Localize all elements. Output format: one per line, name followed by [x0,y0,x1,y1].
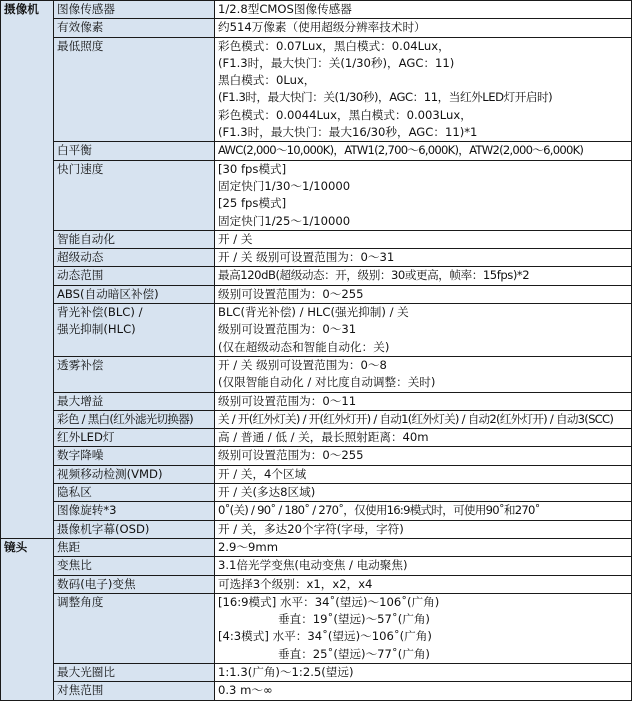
label-rotation: 图像旋转*3 [54,502,215,520]
category-lens: 镜头 [1,538,54,700]
value-pixels: 约514万像素（使用超级分辨率技术时） [215,19,632,37]
value-shutter: [30 fps模式] 固定快门1/30～1/10000 [25 fps模式] 固定快门1/25～1/10000 [215,160,632,230]
label-blc-hlc: 背光补偿(BLC) / 强光抑制(HLC) [54,304,215,357]
row-dnr [1,447,632,465]
label-aperture: 最大光圈比 [54,663,215,681]
label-vmd: 视频移动检测(VMD) [54,465,215,483]
value-iauto: 开 / 关 [215,230,632,248]
row-privacy [1,484,632,502]
label-zoom-ratio: 变焦比 [54,557,215,575]
label-fog: 透雾补偿 [54,356,215,392]
label-abs: ABS(自动暗区补偿) [54,285,215,303]
value-osd: 开 / 关，多达20个字符(字母，字符) [215,520,632,538]
row-sensor [1,1,632,19]
label-min-illumination: 最低照度 [54,37,215,142]
row-focus-range [1,682,632,700]
row-pixels [1,19,632,37]
row-focal-length [1,538,632,556]
value-dynamic-range: 最高120dB(超级动态：开，级别：30或更高，帧率：15fps)*2 [215,267,632,285]
value-min-illumination: 彩色模式：0.07Lux，黑白模式：0.04Lux， (F1.3时，最大快门：关(1/30秒)，AGC：11) 黑白模式：0Lux， (F1.3时，最大快门：关(1/30秒)，AGC：11，当红外LED灯开启时) 彩色模式：0.0044Lux，黑白模式：0.003Lux， (F1.3时，最大快门：最大16/30秒，AGC：11)*1 [215,37,632,142]
value-aperture: 1:1.3(广角)～1:2.5(望远) [215,663,632,681]
row-iauto [1,230,632,248]
row-osd [1,520,632,538]
row-max-gain [1,392,632,410]
row-zoom-ratio [1,557,632,575]
value-angle: [16:9模式] 水平：34˚(望远)～106˚(广角) 垂直：19˚(望远)～57˚(广角) [4:3模式] 水平：34˚(望远)～106˚(广角) 垂直：25˚(望远)～77˚(广角) [215,593,632,663]
value-zoom-ratio: 3.1倍光学变焦(电动变焦 / 电动聚焦) [215,557,632,575]
label-max-gain: 最大增益 [54,392,215,410]
row-rotation [1,502,632,520]
row-aperture [1,663,632,681]
row-shutter [1,160,632,230]
value-sensor: 1/2.8型CMOS图像传感器 [215,1,632,19]
label-sensor: 图像传感器 [54,1,215,19]
value-digital-zoom: 可选择3个级别：x1，x2，x4 [215,575,632,593]
category-camera: 摄像机 [1,1,54,539]
value-dnr: 级别可设置范围为：0～255 [215,447,632,465]
label-day-night: 彩色 / 黑白(红外滤光切换器) [54,410,215,428]
label-angle: 调整角度 [54,593,215,663]
label-focal-length: 焦距 [54,538,215,556]
value-rotation: 0˚(关) / 90˚ / 180˚ / 270˚，仅使用16:9模式时，可使用90˚和270˚ [215,502,632,520]
row-fog [1,356,632,392]
label-iauto: 智能自动化 [54,230,215,248]
row-day-night [1,410,632,428]
label-privacy: 隐私区 [54,484,215,502]
value-fog: 开 / 关 级别可设置范围为：0～8 (仅限智能自动化 / 对比度自动调整：关时) [215,356,632,392]
label-super-dynamic: 超级动态 [54,249,215,267]
value-white-balance: AWC(2,000～10,000K)，ATW1(2,700～6,000K)，ATW2(2,000～6,000K) [215,142,632,160]
label-osd: 摄像机字幕(OSD) [54,520,215,538]
row-min-illumination [1,37,632,142]
row-blc-hlc [1,304,632,357]
value-abs: 级别可设置范围为：0～255 [215,285,632,303]
row-abs [1,285,632,303]
value-focus-range: 0.3 m～∞ [215,682,632,700]
value-day-night: 关 / 开(红外灯关) / 开(红外灯开) / 自动1(红外灯关) / 自动2(红外灯开) / 自动3(SCC) [215,410,632,428]
label-white-balance: 白平衡 [54,142,215,160]
row-angle [1,593,632,663]
row-digital-zoom [1,575,632,593]
label-digital-zoom: 数码(电子)变焦 [54,575,215,593]
value-vmd: 开 / 关，4个区域 [215,465,632,483]
row-white-balance [1,142,632,160]
label-ir-led: 红外LED灯 [54,429,215,447]
value-super-dynamic: 开 / 关 级别可设置范围为：0～31 [215,249,632,267]
value-max-gain: 级别可设置范围为：0～11 [215,392,632,410]
value-blc-hlc: BLC(背光补偿) / HLC(强光抑制) / 关 级别可设置范围为：0～31 (仅在超级动态和智能自动化：关) [215,304,632,357]
value-focal-length: 2.9～9mm [215,538,632,556]
value-privacy: 开 / 关(多达8区域) [215,484,632,502]
row-ir-led [1,429,632,447]
label-pixels: 有效像素 [54,19,215,37]
label-shutter: 快门速度 [54,160,215,230]
row-vmd [1,465,632,483]
row-dynamic-range [1,267,632,285]
label-dynamic-range: 动态范围 [54,267,215,285]
label-focus-range: 对焦范围 [54,682,215,700]
value-ir-led: 高 / 普通 / 低 / 关，最长照射距离：40m [215,429,632,447]
row-super-dynamic [1,249,632,267]
label-dnr: 数字降噪 [54,447,215,465]
